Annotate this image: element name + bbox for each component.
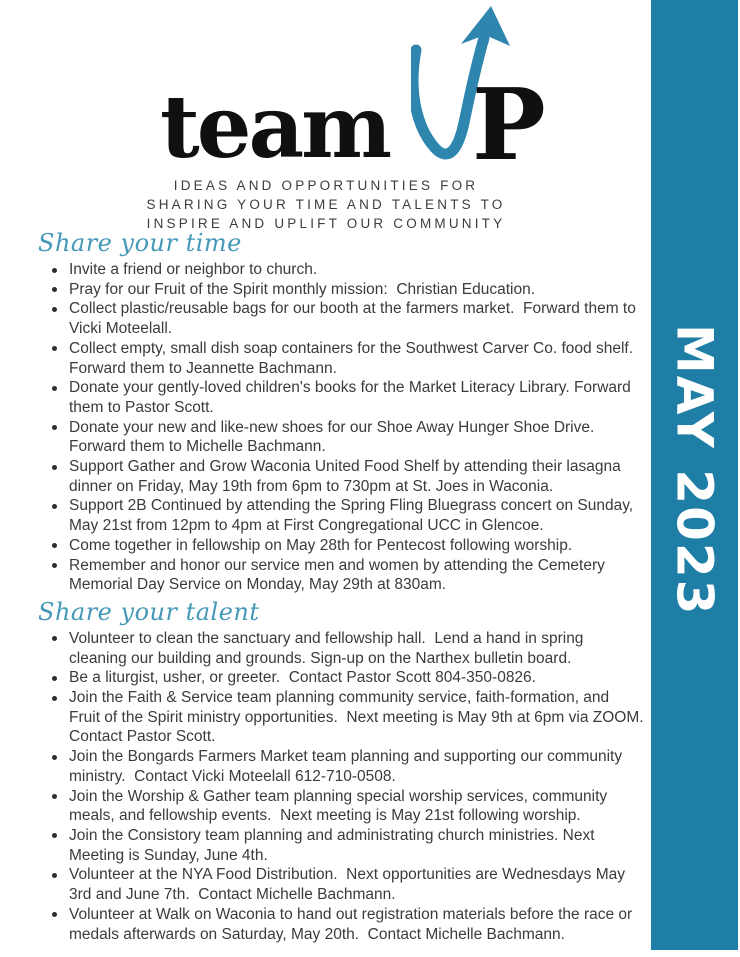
tagline-line-3: INSPIRE AND UPLIFT OUR COMMUNITY xyxy=(146,216,506,231)
list-item: Invite a friend or neighbor to church. xyxy=(38,260,644,280)
logo-letter-p: P xyxy=(472,68,546,183)
list-item: Donate your new and like-new shoes for our Shoe Away Hunger Shoe Drive. Forward them to Michelle Bachmann. xyxy=(38,418,644,457)
share-talent-list xyxy=(38,629,648,944)
list-item: Support 2B Continued by attending the Spring Fling Bluegrass concert on Sunday, May 21st from 12pm to 4pm at First Congregational UCC in Glencoe. xyxy=(38,496,644,535)
list-item: Collect empty, small dish soap containers for the Southwest Carver Co. food shelf. Forward them to Jeannette Bachmann. xyxy=(38,339,644,378)
section-heading-share-your-time: Share your time xyxy=(38,229,242,257)
list-item: Collect plastic/reusable bags for our booth at the farmers market. Forward them to Vicki Moteelall. xyxy=(38,299,644,338)
list-item: Join the Bongards Farmers Market team planning and supporting our community ministry. Contact Vicki Moteelall 612-710-0508. xyxy=(38,747,644,786)
month-sidebar xyxy=(651,0,738,950)
share-time-list xyxy=(38,260,644,595)
tagline-line-2: SHARING YOUR TIME AND TALENTS TO xyxy=(146,197,506,212)
list-item: Be a liturgist, usher, or greeter. Contact Pastor Scott 804-350-0826. xyxy=(38,668,644,688)
list-item: Support Gather and Grow Waconia United Food Shelf by attending their lasagna dinner on Friday, May 19th from 6pm to 730pm at St. Joes in Waconia. xyxy=(38,457,644,496)
logo-word-team: team xyxy=(160,77,390,178)
teamup-logo xyxy=(0,0,652,183)
list-item: Pray for our Fruit of the Spirit monthly mission: Christian Education. xyxy=(38,280,644,300)
list-item: Remember and honor our service men and women by attending the Cemetery Memorial Day Service on Monday, May 29th at 830am. xyxy=(38,556,644,595)
list-item: Volunteer at the NYA Food Distribution. Next opportunities are Wednesdays May 3rd and June 7th. Contact Michelle Bachmann. xyxy=(38,865,644,904)
tagline-line-1: IDEAS AND OPPORTUNITIES FOR xyxy=(173,178,479,193)
list-item: Join the Worship & Gather team planning special worship services, community meals, and fellowship events. Next meeting is May 21st following worship. xyxy=(38,787,644,826)
list-item: Come together in fellowship on May 28th for Pentecost following worship. xyxy=(38,536,644,556)
list-item: Volunteer to clean the sanctuary and fellowship hall. Lend a hand in spring cleaning our building and grounds. Sign-up on the Narthex bulletin board. xyxy=(38,629,644,668)
tagline xyxy=(0,176,652,233)
list-item: Join the Faith & Service team planning community service, faith-formation, and Fruit of the Spirit ministry opportunities. Next meeting is May 9th at 6pm via ZOOM. Contact Pastor Scott. xyxy=(38,688,644,747)
content xyxy=(38,228,648,944)
list-item: Donate your gently-loved children's books for the Market Literacy Library. Forward them to Pastor Scott. xyxy=(38,378,644,417)
header xyxy=(0,0,652,232)
list-item: Volunteer at Walk on Waconia to hand out registration materials before the race or medals afterwards on Saturday, May 20th. Contact Michelle Bachmann. xyxy=(38,905,644,944)
section-heading-share-your-talent: Share your talent xyxy=(38,597,260,626)
month-label: MAY 2023 xyxy=(665,323,724,617)
list-item: Join the Consistory team planning and administrating church ministries. Next Meeting is Sunday, June 4th. xyxy=(38,826,644,865)
